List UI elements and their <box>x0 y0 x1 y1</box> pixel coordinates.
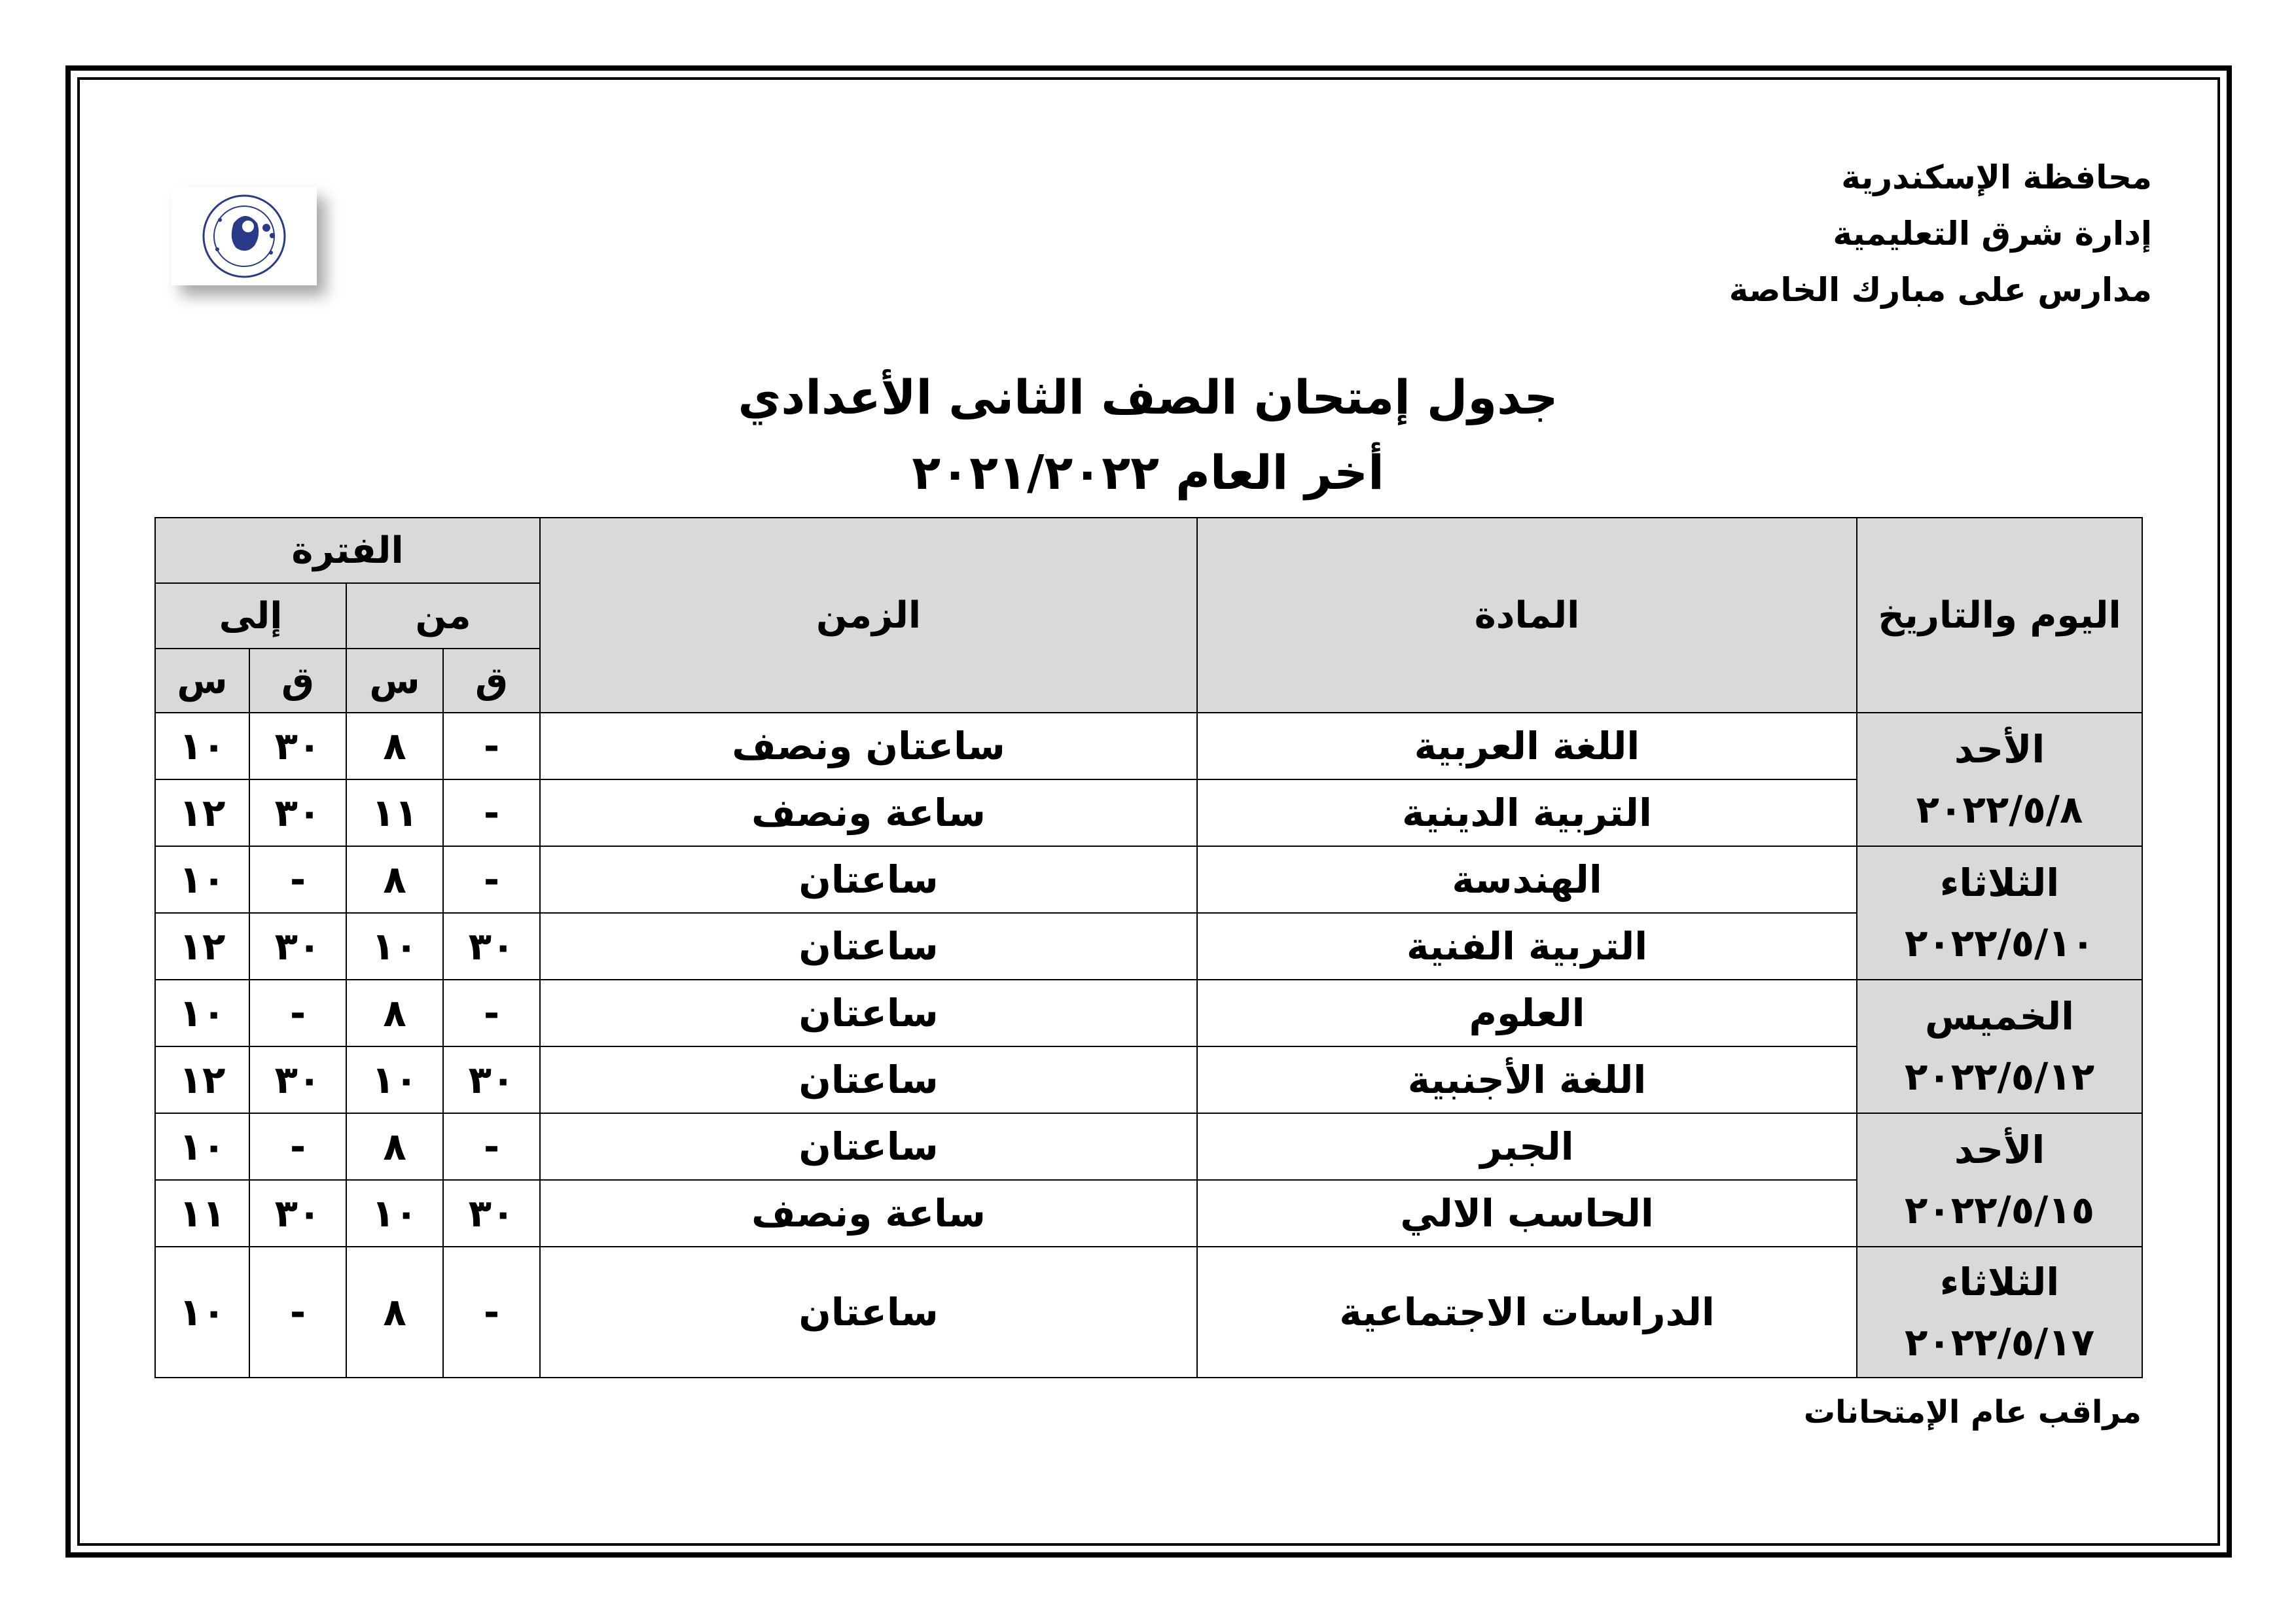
exam-date: ٢٠٢٢/٥/١٧ <box>1904 1320 2095 1364</box>
from-hour-cell: ١٠ <box>346 913 443 980</box>
header-from-minute: ق <box>443 649 540 713</box>
table-row <box>155 846 2142 913</box>
subject-cell: اللغة العربية <box>1197 713 1857 779</box>
to-hour-cell: ١٠ <box>155 846 249 913</box>
day-date-cell <box>1857 713 2142 846</box>
header-from-hour: س <box>346 649 443 713</box>
day-date-cell <box>1857 1113 2142 1247</box>
day-date-cell <box>1857 980 2142 1113</box>
governorate-name: محافظة الإسكندرية <box>1841 158 2152 196</box>
duration-cell: ساعتان <box>540 980 1197 1046</box>
header-period: الفترة <box>155 518 540 583</box>
from-minute-cell: - <box>443 980 540 1046</box>
subject-cell: الحاسب الالي <box>1197 1180 1857 1247</box>
table-row <box>155 779 2142 846</box>
day-date-cell <box>1857 846 2142 980</box>
subject-cell: العلوم <box>1197 980 1857 1046</box>
duration-cell: ساعتان <box>540 913 1197 980</box>
exam-supervisor-signature: مراقب عام الإمتحانات <box>1803 1394 2142 1431</box>
header-day-date: اليوم والتاريخ <box>1857 518 2142 713</box>
exam-schedule-table <box>154 517 2143 1378</box>
to-hour-cell: ١٠ <box>155 980 249 1046</box>
table-row <box>155 980 2142 1046</box>
to-hour-cell: ١٢ <box>155 913 249 980</box>
header-to: إلى <box>155 583 346 649</box>
school-name: مدارس على مبارك الخاصة <box>1729 271 2152 309</box>
to-hour-cell: ١٠ <box>155 1113 249 1180</box>
subject-cell: الهندسة <box>1197 846 1857 913</box>
to-hour-cell: ١٢ <box>155 1046 249 1113</box>
to-minute-cell: ٣٠ <box>249 1046 346 1113</box>
schedule-subtitle: أخر العام ٢٠٢١/٢٠٢٢ <box>912 445 1384 500</box>
school-header <box>1729 149 2152 318</box>
schedule-title: جدول إمتحان الصف الثانى الأعدادي <box>738 370 1558 425</box>
table-row <box>155 1046 2142 1113</box>
from-minute-cell: ٣٠ <box>443 913 540 980</box>
table-row <box>155 1180 2142 1247</box>
header-to-minute: ق <box>249 649 346 713</box>
to-minute-cell: ٣٠ <box>249 1180 346 1247</box>
to-minute-cell: ٣٠ <box>249 913 346 980</box>
day-name: الثلاثاء <box>1939 861 2060 905</box>
header-from: من <box>346 583 540 649</box>
from-hour-cell: ١١ <box>346 779 443 846</box>
exam-date: ٢٠٢٢/٥/٨ <box>1916 787 2083 832</box>
table-row <box>155 1113 2142 1180</box>
from-hour-cell: ٨ <box>346 1247 443 1378</box>
duration-cell: ساعة ونصف <box>540 779 1197 846</box>
to-minute-cell: - <box>249 980 346 1046</box>
day-name: الثلاثاء <box>1939 1260 2060 1304</box>
subject-cell: الجبر <box>1197 1113 1857 1180</box>
day-date-cell <box>1857 1247 2142 1378</box>
duration-cell: ساعتان <box>540 1113 1197 1180</box>
day-name: الأحد <box>1954 727 2045 772</box>
from-minute-cell: - <box>443 713 540 779</box>
to-hour-cell: ١١ <box>155 1180 249 1247</box>
from-hour-cell: ٨ <box>346 713 443 779</box>
from-minute-cell: - <box>443 779 540 846</box>
exam-date: ٢٠٢٢/٥/١٠ <box>1904 921 2095 965</box>
from-hour-cell: ٨ <box>346 1113 443 1180</box>
from-minute-cell: ٣٠ <box>443 1180 540 1247</box>
to-hour-cell: ١٠ <box>155 1247 249 1378</box>
to-hour-cell: ١٠ <box>155 713 249 779</box>
to-hour-cell: ١٢ <box>155 779 249 846</box>
duration-cell: ساعة ونصف <box>540 1180 1197 1247</box>
duration-cell: ساعتان <box>540 846 1197 913</box>
table-row <box>155 1247 2142 1378</box>
subject-cell: التربية الدينية <box>1197 779 1857 846</box>
duration-cell: ساعتان ونصف <box>540 713 1197 779</box>
from-minute-cell: - <box>443 846 540 913</box>
from-hour-cell: ٨ <box>346 846 443 913</box>
day-name: الأحد <box>1954 1128 2045 1172</box>
to-minute-cell: ٣٠ <box>249 779 346 846</box>
header-duration: الزمن <box>540 518 1197 713</box>
to-minute-cell: - <box>249 846 346 913</box>
duration-cell: ساعتان <box>540 1046 1197 1113</box>
table-row <box>155 913 2142 980</box>
table-row <box>155 713 2142 779</box>
from-hour-cell: ٨ <box>346 980 443 1046</box>
school-seal-logo <box>171 187 317 285</box>
subject-cell: الدراسات الاجتماعية <box>1197 1247 1857 1378</box>
from-hour-cell: ١٠ <box>346 1046 443 1113</box>
header-subject: المادة <box>1197 518 1857 713</box>
from-minute-cell: ٣٠ <box>443 1046 540 1113</box>
from-minute-cell: - <box>443 1113 540 1180</box>
to-minute-cell: ٣٠ <box>249 713 346 779</box>
day-name: الخميس <box>1925 994 2075 1039</box>
to-minute-cell: - <box>249 1113 346 1180</box>
from-minute-cell: - <box>443 1247 540 1378</box>
exam-date: ٢٠٢٢/٥/١٥ <box>1904 1188 2095 1232</box>
to-minute-cell: - <box>249 1247 346 1378</box>
directorate-name: إدارة شرق التعليمية <box>1833 215 2152 253</box>
subject-cell: التربية الفنية <box>1197 913 1857 980</box>
exam-date: ٢٠٢٢/٥/١٢ <box>1904 1054 2095 1099</box>
subject-cell: اللغة الأجنبية <box>1197 1046 1857 1113</box>
duration-cell: ساعتان <box>540 1247 1197 1378</box>
header-to-hour: س <box>155 649 249 713</box>
from-hour-cell: ١٠ <box>346 1180 443 1247</box>
